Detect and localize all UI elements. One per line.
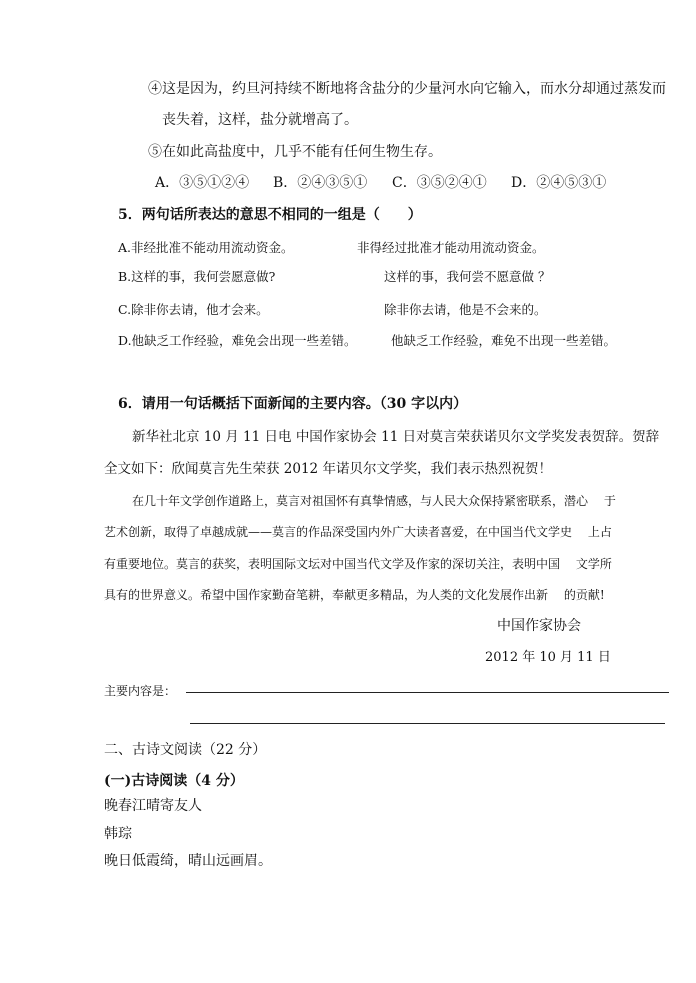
q6-date: 2012 年 10 月 11 日 [485,650,611,665]
q6-title: 6．请用一句话概括下面新闻的主要内容。（30 字以内） [118,396,468,412]
q6-signature: 中国作家协会 [497,618,581,634]
q6-body-line-3: 有重要地位。莫言的获奖，表明国际文坛对中国当代文学及作家的深切关注，表明中国 文学所 [104,557,612,571]
q4-option-a: A．③⑤①②④ [155,175,250,191]
poem-title: 晚春江晴寄友人 [104,798,202,814]
q6-body-line-4: 具有的世界意义。希望中国作家勤奋笔耕，奉献更多精品，为人类的文化发展作出新 的贡献! [104,588,605,602]
q6-answer-label: 主要内容是： [104,684,177,698]
q5-row-a-left: A.非经批准不能动用流动资金。 [118,240,294,255]
q5-title: 5．两句话所表达的意思不相同的一组是（ ） [118,207,422,223]
q5-row-b-left: B.这样的事，我何尝愿意做? [118,269,276,284]
q6-body-line-1: 在几十年文学创作道路上，莫言对祖国怀有真挚情感，与人民大众保持紧密联系，潜心 于 [132,494,616,508]
q6-body-line-2: 艺术创新，取得了卓越成就——莫言的作品深受国内外广大读者喜爱，在中国当代文学史 上占 [104,525,612,539]
answer-line-2[interactable] [190,723,665,724]
answer-line-1[interactable] [186,692,669,693]
sentence-4-line-2: 丧失着，这样，盐分就增高了。 [162,112,358,128]
q4-option-c: C．③⑤②④① [392,175,487,191]
sentence-4-line-1: ④这是因为，约旦河持续不断地将含盐分的少量河水向它输入，而水分却通过蒸发而 [148,81,666,97]
q6-news-line-2: 全文如下：欣闻莫言先生荣获 2012 年诺贝尔文学奖，我们表示热烈祝贺！ [104,461,552,477]
q5-row-b-right: 这样的事，我何尝不愿意做 ？ [384,269,551,284]
section-2-subheading: (一)古诗阅读（4 分） [104,773,244,789]
q5-row-a-right: 非得经过批准才能动用流动资金。 [357,240,545,255]
q5-row-d-right: 他缺乏工作经验，难免不出现一些差错。 [391,333,617,348]
poem-line-1: 晚日低霞绮，晴山远画眉。 [104,853,272,869]
q4-option-b: B．②④③⑤① [273,175,368,191]
section-2-heading: 二、古诗文阅读（22 分） [104,742,267,758]
q4-option-d: D．②④⑤③① [511,175,607,191]
q5-row-d-left: D.他缺乏工作经验，难免会出现一些差错。 [118,333,357,348]
q6-news-line-1: 新华社北京 10 月 11 日电 中国作家协会 11 日对莫言荣获诺贝尔文学奖发表贺辞。贺辞 [132,429,660,445]
sentence-5: ⑤在如此高盐度中，几乎不能有任何生物生存。 [148,144,442,160]
q5-row-c-left: C.除非你去请，他才会来。 [118,302,269,317]
poem-author: 韩琮 [104,826,132,842]
q5-row-c-right: 除非你去请，他是不会来的。 [384,302,547,317]
